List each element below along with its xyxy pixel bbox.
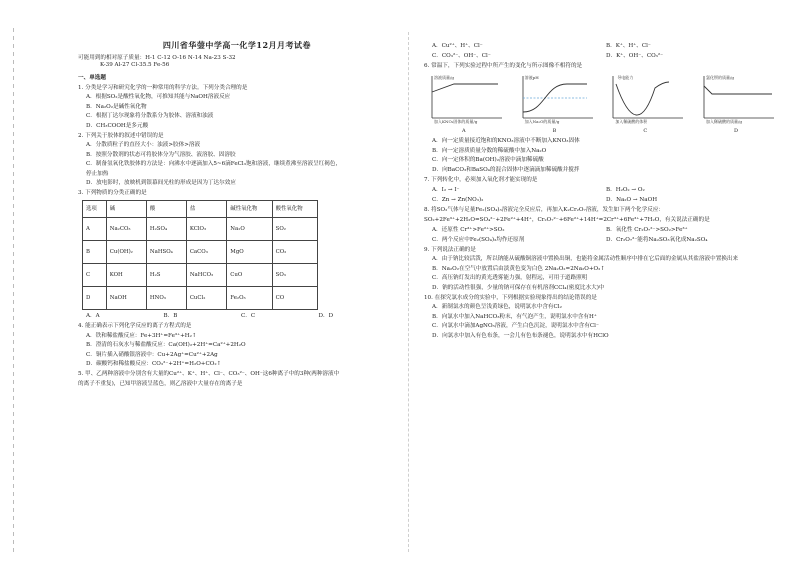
options-row (424, 43, 780, 50)
option-a: A．由于钠比较活泼，所以钠能从硫酸铜溶液中置换出铜，也能将金属活动性顺序中排在它后面的金属从其盐溶液中置换出来 (432, 256, 739, 263)
table-cell: Fe₂O₃ (227, 287, 272, 310)
option-a: A．向一定质量接近饱和的KNO₃溶液中不断加入KNO₃固体 (432, 138, 580, 145)
binding-dot (13, 156, 14, 160)
table-cell: CuO (227, 264, 272, 287)
binding-dot (13, 124, 14, 128)
binding-dot (13, 36, 14, 40)
graph-letter: A (462, 127, 466, 134)
binding-dot (13, 444, 14, 448)
binding-dot (13, 300, 14, 304)
binding-dot (13, 460, 14, 464)
atomic-masses-line1: 可能用到的相对原子质量：H-1 C-12 O-16 N-14 Na-23 S-32 (78, 55, 236, 61)
option-a: A．Cu²⁺、H⁺、Cl⁻ (432, 43, 483, 49)
table-header-cell: 酸性氧化物 (272, 201, 317, 218)
question-stem: 7. 下列转化中，必须加入氧化剂才能实现的是 (424, 176, 538, 183)
graph-b (517, 74, 595, 134)
binding-dot (13, 28, 14, 32)
binding-dot (13, 132, 14, 136)
question-stem: 5. 甲、乙两种溶液中分别含有大量的Cu²⁺、K⁺、H⁺、Cl⁻、CO₃²⁻、OH⁻这6种离子中的3种(两种溶液中 (78, 371, 340, 378)
question-10 (424, 295, 780, 340)
binding-dot (13, 116, 14, 120)
binding-dot (13, 284, 14, 288)
question-stem: 6. 常温下，下列实验过程中所产生的变化与所示图像不相符的是 (424, 62, 583, 69)
binding-dot (13, 548, 14, 552)
option-b: B．向氯水中加入NaHCO₃粉末，有气泡产生，说明氯水中含有H⁺ (432, 313, 597, 320)
table-cell: Cu(OH)₂ (106, 241, 146, 264)
table-row (83, 287, 318, 310)
y-axis-label: 导电能力 (617, 74, 634, 80)
binding-dot (13, 276, 14, 280)
x-axis-label: 加入稀硫酸的质量/g (705, 118, 742, 124)
option-b: B．向一定溶质质量分数的稀硫酸中加入Na₂O (432, 147, 547, 154)
option-b: B．Na₂O₂是碱性氧化物 (86, 103, 147, 110)
binding-dot (13, 404, 14, 408)
binding-dot (13, 108, 14, 112)
binding-dot (13, 372, 14, 376)
binding-dot (13, 212, 14, 216)
table-header-row (83, 201, 318, 218)
table-cell: CO₂ (272, 241, 317, 264)
table-row (83, 241, 318, 264)
binding-dot (13, 428, 14, 432)
option-d: D．CH₃COOH是多元酸 (86, 122, 149, 129)
binding-dot (13, 228, 14, 232)
option-c: C．制备氢氧化铁胶体的方法是：向沸水中逐滴加入5~6滴FeCl₃饱和溶液，继续煮沸至溶液呈红褐色， (86, 161, 342, 168)
options-row (424, 53, 780, 60)
table-cell: C (83, 264, 107, 287)
right-column (424, 40, 780, 342)
binding-dot (13, 332, 14, 336)
binding-dot (13, 68, 14, 72)
option-c: C．C (241, 313, 256, 320)
option-d: D．向BaCO₃和BaSO₄的混合固体中逐滴滴加稀硫酸并搅拌 (432, 166, 580, 173)
table-cell: B (83, 241, 107, 264)
table-cell: CaCO₃ (186, 241, 226, 264)
option-d: D．向氯水中加入有色布条，一会儿有色布条褪色，说明氯水中有HClO (432, 332, 609, 339)
x-axis-label: 加入KNO₃固体的质量/g (434, 118, 478, 124)
left-column (78, 0, 396, 390)
x-axis-label: 加入稀硫酸的体积 (615, 118, 648, 124)
table-cell: NaHSO₄ (146, 241, 186, 264)
option-a: A．A (86, 313, 100, 320)
binding-dot (13, 380, 14, 384)
option-c-continued: 停止加热 (86, 170, 109, 177)
question-8 (424, 207, 780, 244)
table-cell: H₂SO₄ (146, 218, 186, 241)
option-a: A．I₂ → I⁻ (432, 186, 460, 193)
option-c: C．两个反应中Fe₂(SO₄)₃均作还原剂 (432, 236, 525, 243)
table-cell: SO₃ (272, 264, 317, 287)
x-axis-label: 加入Na₂O的质量/g (524, 118, 560, 124)
binding-dot (13, 252, 14, 256)
section-title: 一、单选题 (78, 74, 106, 81)
binding-dot (13, 244, 14, 248)
binding-dot (13, 60, 14, 64)
binding-dot (13, 492, 14, 496)
y-axis-label: 溶液pH (524, 74, 539, 80)
table-header-cell: 碱性氧化物 (227, 201, 272, 218)
binding-dot (13, 540, 14, 544)
table-row (83, 218, 318, 241)
binding-dot (13, 524, 14, 528)
option-d: D．钠的活动性很强，少量的钠可保存在有机溶剂CCl₄(密度比水大)中 (432, 284, 605, 291)
binding-dot (13, 164, 14, 168)
table-header-cell: 盐 (186, 201, 226, 218)
binding-dot (13, 436, 14, 440)
option-b: B．按照分散剂的状态可将胶体分为气溶胶、液溶胶、固溶胶 (86, 151, 236, 158)
graph-letter: C (643, 127, 648, 134)
binding-dot (13, 388, 14, 392)
table-cell: NaHCO₃ (186, 264, 226, 287)
table-cell: H₂S (146, 264, 186, 287)
option-b: B．K⁺、H⁺、Cl⁻ (606, 43, 651, 49)
question-3 (78, 190, 396, 320)
option-c: C．向一定体积的Ba(OH)₂溶液中滴加稀硫酸 (432, 157, 544, 164)
binding-dot (13, 140, 14, 144)
question-stem: 8. 将SO₂气体与足量Fe₂(SO₄)₃溶液完全反应后，再加入K₂Cr₂O₇溶液，发生如下两个化学反应： (424, 206, 665, 213)
binding-dot (13, 484, 14, 488)
option-c: C．Zn → Zn(NO₃)₂ (432, 196, 484, 203)
graph-d (698, 74, 776, 134)
binding-dot (13, 92, 14, 96)
options-row (424, 187, 780, 194)
binding-dot (13, 412, 14, 416)
question-7 (424, 177, 780, 204)
question-5-options (424, 43, 780, 60)
options-row (424, 237, 780, 244)
binding-dot (13, 340, 14, 344)
option-a: A．还原性 Cr³⁺>Fe²⁺>SO₂ (432, 226, 505, 233)
question-5 (78, 371, 396, 388)
binding-dot (13, 84, 14, 88)
curve (704, 86, 772, 94)
binding-dot (13, 188, 14, 192)
binding-dot (13, 324, 14, 328)
graph-letter: D (733, 127, 738, 134)
column-divider (408, 32, 410, 552)
question-4 (78, 323, 396, 368)
binding-dot (13, 468, 14, 472)
binding-dot (13, 204, 14, 208)
question-stem-continued: 的离子不重复)，已知甲溶液呈蓝色，则乙溶液中大量存在的离子是 (78, 381, 243, 388)
table-row (83, 264, 318, 287)
table-cell: CuCl₂ (186, 287, 226, 310)
question-stem: 9. 下列说法正确的是 (424, 246, 476, 253)
y-axis-label: 溶液质量/g (434, 74, 454, 80)
binding-dot (13, 260, 14, 264)
page-title: 四川省华蓥中学高一化学12月月考试卷 (162, 40, 312, 50)
question-1 (78, 85, 396, 130)
binding-dot (13, 236, 14, 240)
option-c: C．高压钠灯发出的黄光透雾能力强，射程远，可用于道路照明 (432, 275, 588, 282)
binding-margin (0, 28, 26, 558)
question-6 (424, 63, 780, 174)
option-a: A．分散质粒子的直径大小：浊液>胶体>溶液 (86, 142, 201, 149)
binding-dot (13, 532, 14, 536)
table-cell: Na₂O (227, 218, 272, 241)
binding-dot (13, 420, 14, 424)
binding-dot (13, 292, 14, 296)
binding-dot (13, 148, 14, 152)
question-stem: 10. 在探究氯水成分的实验中，下列根据实验现象得出的结论错误的是 (424, 294, 597, 301)
table-header-cell: 碱 (106, 201, 146, 218)
binding-dot (13, 508, 14, 512)
y-axis-label: 氯化钡的质量/g (705, 74, 734, 80)
binding-dot (13, 308, 14, 312)
question-stem: 1. 分类是学习和研究化学的一种常用的科学方法。下列分类合理的是 (78, 84, 248, 91)
curve (616, 82, 669, 115)
binding-dot (13, 76, 14, 80)
table-cell: HNO₃ (146, 287, 186, 310)
option-d: D．K⁺、OH⁻、CO₃²⁻ (606, 52, 664, 59)
table-cell: KClO₃ (186, 218, 226, 241)
table-header-cell: 酸 (146, 201, 186, 218)
atomic-masses (78, 55, 396, 69)
binding-dot (13, 396, 14, 400)
graph-c (607, 74, 685, 134)
binding-dot (13, 476, 14, 480)
option-b: B．H₂O₂ → O₂ (606, 186, 645, 193)
binding-dot (13, 100, 14, 104)
question-stem-continued: SO₂+2Fe³⁺+2H₂O=SO₄²⁻+2Fe²⁺+4H⁺，Cr₂O₇²⁻+6Fe²⁺+14H⁺=2Cr³⁺+6Fe³⁺+7H₂O，有关说法正确的是 (424, 216, 710, 223)
question-stem: 2. 下列关于胶体的叙述中错误的是 (78, 132, 164, 139)
binding-dot (13, 196, 14, 200)
option-b: B．Na₂O₂在空气中放置后由淡黄色变为白色 2Na₂O₂=2Na₂O+O₂↑ (432, 265, 606, 272)
option-c: C．铜片插入硝酸银溶液中：Cu+2Ag⁺=Cu²⁺+2Ag (86, 351, 218, 358)
question-stem: 4. 能正确表示下列化学反应的离子方程式的是 (78, 323, 192, 330)
binding-dot (13, 172, 14, 176)
option-d: D．Na₂O → NaOH (606, 196, 658, 203)
table-cell: D (83, 287, 107, 310)
table-cell: SO₂ (272, 218, 317, 241)
atomic-masses-line2: K-39 Al-27 Cl-35.5 Fe-56 (100, 61, 170, 68)
binding-dot (13, 364, 14, 368)
question-stem: 3. 下列物质的分类正确的是 (78, 190, 147, 197)
answer-options-row (78, 313, 396, 320)
graph-row (424, 72, 780, 136)
binding-dot (13, 500, 14, 504)
curve (432, 84, 498, 92)
option-d: D．碳酸钙和稀盐酸反应：CO₃²⁻+2H⁺=H₂O+CO₂↑ (86, 361, 222, 368)
option-d: D．放电影时，放映机到银幕间光柱的形成是因为丁达尔效应 (86, 180, 236, 187)
binding-dot (13, 348, 14, 352)
binding-dot (13, 44, 14, 48)
table-cell: KOH (106, 264, 146, 287)
option-c: C．向氯水中滴加AgNO₃溶液，产生白色沉淀，说明氯水中含有Cl⁻ (432, 323, 599, 330)
option-c: C．根据丁达尔现象将分散系分为胶体、溶液和浊液 (86, 113, 214, 120)
binding-dot (13, 516, 14, 520)
table-cell: CO (272, 287, 317, 310)
graph-letter: B (552, 127, 557, 134)
binding-dot (13, 180, 14, 184)
option-b: B．氧化性 Cr₂O₇²⁻>SO₂>Fe³⁺ (606, 226, 688, 233)
option-c: C．CO₃²⁻、OH⁻、Cl⁻ (432, 52, 491, 59)
question-2 (78, 133, 396, 187)
binding-dot (13, 52, 14, 56)
graph-a (426, 74, 504, 134)
binding-dot (13, 220, 14, 224)
table-cell: MgO (227, 241, 272, 264)
option-a: A．铁和稀盐酸反应：Fe+3H⁺=Fe³⁺+H₂↑ (86, 332, 197, 339)
option-a: A．新制氯水的颜色呈浅黄绿色，说明氯水中含有Cl₂ (432, 304, 562, 311)
binding-dot (13, 356, 14, 360)
option-b: B．澄清的石灰水与稀盐酸反应：Ca(OH)₂+2H⁺=Ca²⁺+2H₂O (86, 342, 246, 349)
table-header-cell: 选项 (83, 201, 107, 218)
table-cell: NaOH (106, 287, 146, 310)
options-row (424, 227, 780, 234)
option-d: D．Cr₂O₇²⁻能将Na₂SO₃氧化成Na₂SO₄ (606, 236, 708, 243)
question-9 (424, 247, 780, 292)
binding-dot (13, 268, 14, 272)
options-row (424, 197, 780, 204)
option-d: D．D (318, 313, 334, 320)
binding-dot (13, 316, 14, 320)
binding-dot (13, 452, 14, 456)
classification-table (82, 200, 318, 310)
table-cell: Na₂CO₃ (106, 218, 146, 241)
table-cell: A (83, 218, 107, 241)
option-a: A．根据SO₂是酸性氧化物，可推知其能与NaOH溶液反应 (86, 94, 231, 101)
option-b: B．B (163, 313, 178, 320)
